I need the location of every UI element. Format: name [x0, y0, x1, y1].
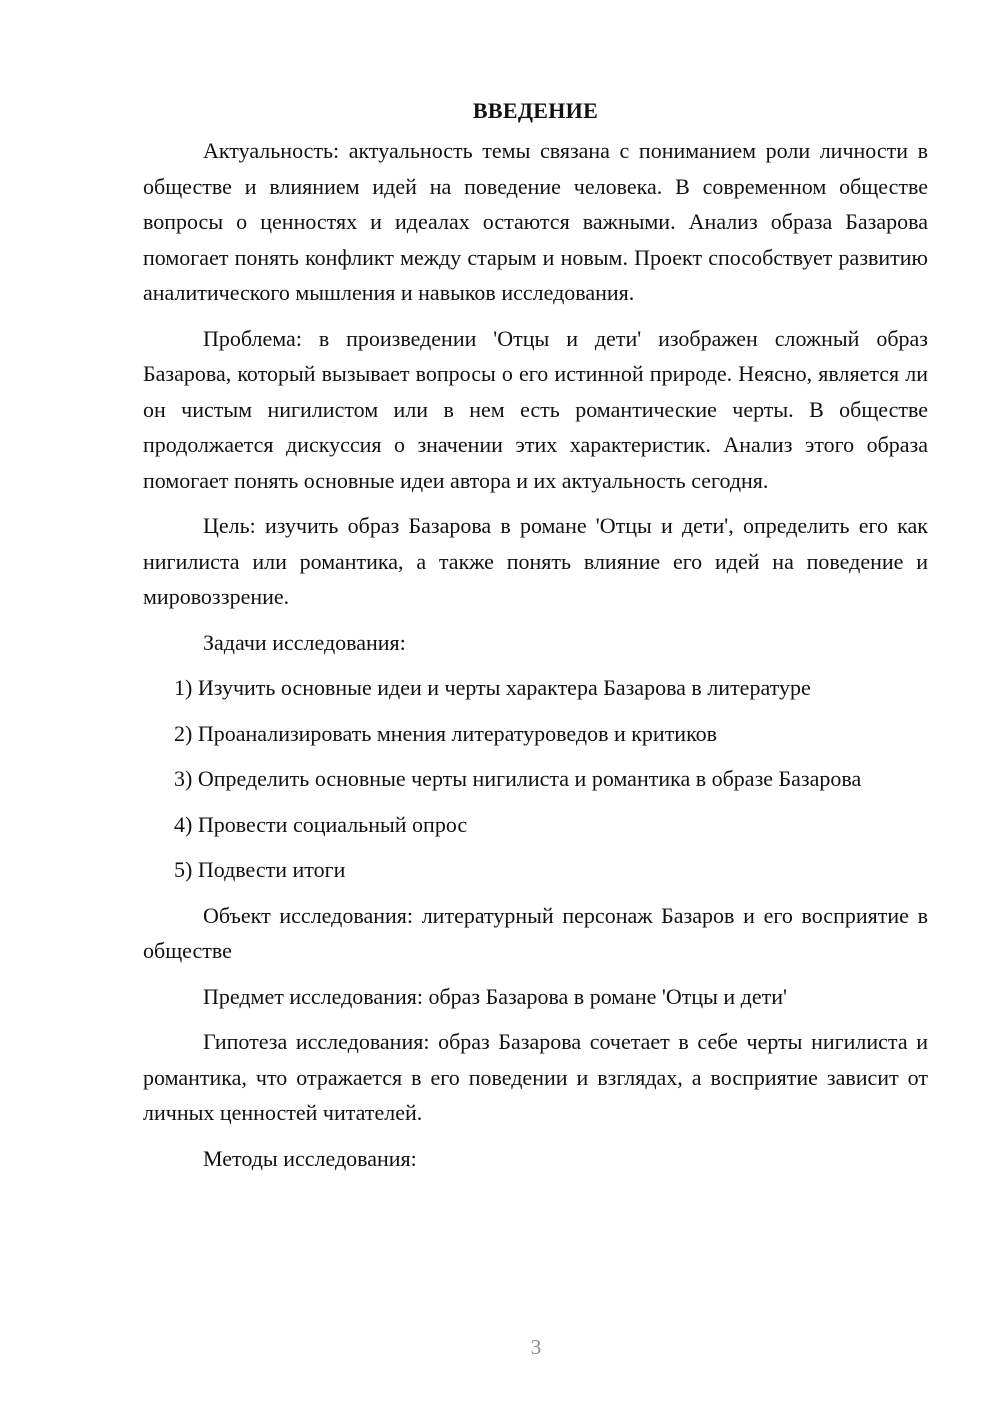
- page-number: 3: [530, 1335, 542, 1359]
- tasks-title: Задачи исследования:: [203, 629, 406, 655]
- task-item-4: 4) Провести социальный опрос: [174, 811, 468, 837]
- subject-paragraph: Предмет исследования: образ Базарова в романе 'Отцы и дети': [203, 983, 787, 1009]
- task-item-1: 1) Изучить основные идеи и черты характера Базарова в литературе: [174, 675, 811, 700]
- goal-paragraph: Цель: изучить образ Базарова в романе 'Отцы и дети', определить его как нигилиста или романтика, а также понять влияние его идей на поведение и мировоззрение.: [143, 513, 928, 609]
- task-item-2: 2) Проанализировать мнения литературоведов и критиков: [174, 720, 718, 746]
- hypothesis-paragraph: Гипотеза исследования: образ Базарова сочетает в себе черты нигилиста и романтика, что отражается в его поведении и взглядах, а восприятие зависит от личных ценностей читателей.: [143, 1029, 928, 1125]
- relevance-paragraph: Актуальность: актуальность темы связана с пониманием роли личности в обществе и влиянием идей на поведение человека. В современном обществе вопросы о ценностях и идеалах остаются важными. Анализ образа Базарова помогает понять конфликт между старым и новым. Проект способствует развитию аналитического мышления и навыков исследования.: [143, 138, 928, 305]
- section-heading: ВВЕДЕНИЕ: [472, 98, 599, 123]
- task-item-5: 5) Подвести итоги: [174, 857, 346, 882]
- problem-paragraph: Проблема: в произведении 'Отцы и дети' изображен сложный образ Базарова, который вызывает вопросы о его истинной природе. Неясно, является ли он чистым нигилистом или в нем есть романтические черты. В обществе продолжается дискуссия о значении этих характеристик. Анализ этого образа помогает понять основные идеи автора и их актуальность сегодня.: [143, 325, 928, 493]
- task-item-3: 3) Определить основные черты нигилиста и романтика в образе Базарова: [174, 766, 862, 791]
- methods-paragraph: Методы исследования:: [203, 1145, 417, 1171]
- object-paragraph: Объект исследования: литературный персонаж Базаров и его восприятие в обществе: [143, 902, 928, 963]
- document-page: [143, 94, 928, 1176]
